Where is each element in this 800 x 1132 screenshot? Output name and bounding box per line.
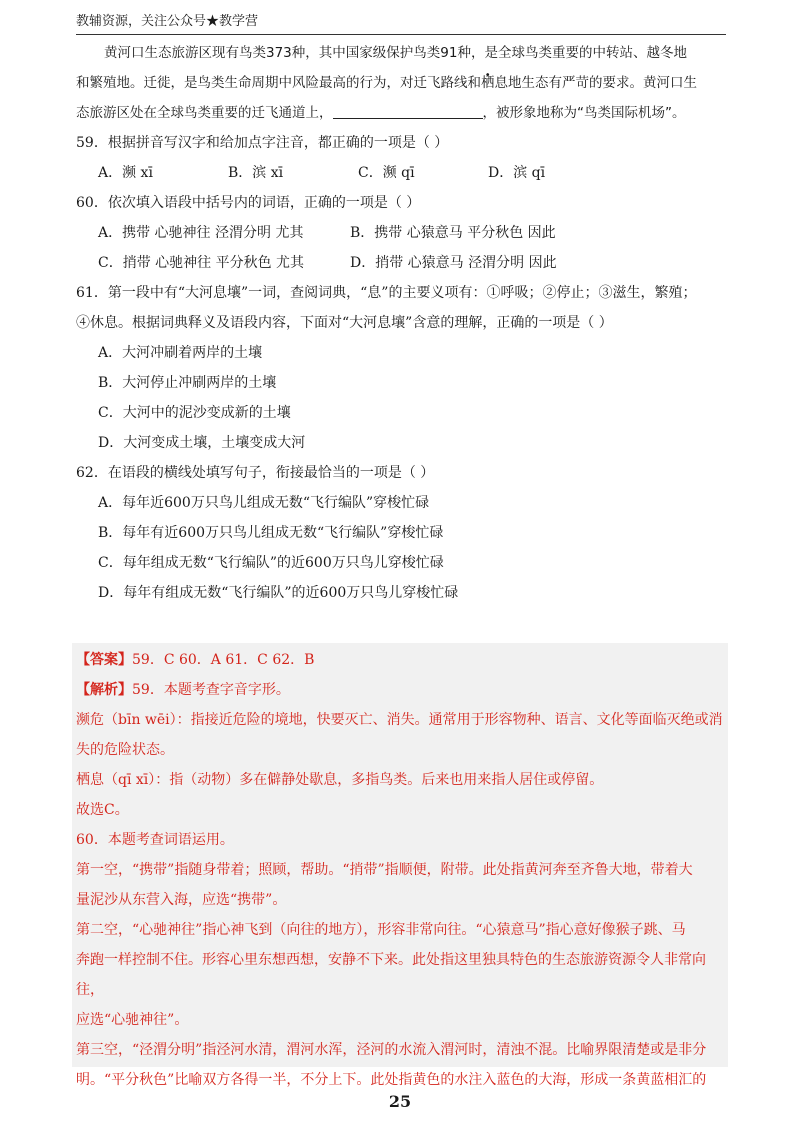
analysis-text: 59．本题考查字音字形。 [132,682,290,698]
analysis-line-8: 第二空，“心驰神往”指心神飞到（向往的地方），形容非常向往。“心猿意马”指心意好像猴子跳、马 [76,922,686,938]
q62-stem: 62．在语段的横线处填写句子，衔接最恰当的一项是（ ） [76,465,435,481]
analysis-line-4: 故选C。 [76,802,129,818]
q61-option-b: B．大河停止冲刷两岸的土壤 [98,375,277,391]
passage-line-2 [76,68,730,98]
passage-text: 息地生态有严苛的要求。黄河口生 [494,75,697,91]
analysis-line-12: 明。“平分秋色”比喻双方各得一半，不分上下。此处指黄色的水注入蓝色的大海，形成一条黄蓝相汇的 [76,1072,707,1088]
q59-options [76,158,730,188]
q59-option-b: B．滨 xī [228,165,284,181]
page-header: 教辅资源，关注公众号★教学营 [76,10,726,35]
q60-option-b: B．携带 心猿意马 平分秋色 因此 [350,225,556,241]
analysis-line-1: 濒危（bīn wēi）：指接近危险的境地，快要灭亡、消失。通常用于形容物种、语言、文化等面临灭绝或消 [76,712,723,728]
analysis-line-0 [76,675,724,705]
answer-line [76,645,724,675]
q62-option-d: D．每年有组成无数“飞行编队”的近600万只鸟儿穿梭忙碌 [98,585,459,601]
q61-stem-line-2: ④休息。根据词典释义及语段内容，下面对“大河息壤”含意的理解，正确的一项是（ ） [76,315,613,331]
q61-option-c: C．大河中的泥沙变成新的土壤 [98,405,291,421]
page-number: 25 [388,1092,412,1111]
q60-option-a: A．携带 心驰神往 泾渭分明 尤其 [98,225,304,241]
answer-tag: 【答案】 [76,652,132,668]
analysis-line-9: 奔跑一样控制不住。形容心里东想西想，安静不下来。此处指这里独具特色的生态旅游资源令人非常向往， [76,952,706,998]
q59-stem: 59．根据拼音写汉字和给加点字注音，都正确的一项是（ ） [76,135,449,151]
passage-text: ，被形象地称为“鸟类国际机场”。 [482,105,686,121]
q61-stem-line-1: 61．第一段中有“大河息壤”一词，查阅词典，“息”的主要义项有：①呼吸；②停止；③滋生，繁殖； [76,285,697,301]
analysis-line-2: 失的危险状态。 [76,742,174,758]
analysis-tag: 【解析】 [76,682,132,698]
analysis-line-3: 栖息（qī xī）：指（动物）多在僻静处歇息，多指鸟类。后来也用来指人居住或停留。 [76,772,604,788]
q60-option-c: C．捎带 心驰神往 平分秋色 尤其 [98,255,305,271]
analysis-line-7: 量泥沙从东营入海，应选“携带”。 [76,892,287,908]
q60-stem: 60．依次填入语段中括号内的词语，正确的一项是（ ） [76,195,421,211]
analysis-line-10: 应选“心驰神往”。 [76,1012,189,1028]
q60-options-row-2 [76,248,730,278]
analysis-line-6: 第一空，“携带”指随身带着；照顾，帮助。“捎带”指顺便，附带。此处指黄河奔至齐鲁大地，带着大 [76,862,693,878]
q59-option-d: D．滨 qī [488,165,546,181]
passage-line-1: 黄河口生态旅游区现有鸟类373种，其中国家级保护鸟类91种，是全球鸟类重要的中转站、越冬地 [104,45,687,61]
q62-option-b: B．每年有近600万只鸟儿组成无数“飞行编队”穿梭忙碌 [98,525,444,541]
question-content [76,38,730,608]
dotted-character: 栖 [481,75,495,91]
fill-blank [333,102,483,119]
q62-option-c: C．每年组成无数“飞行编队”的近600万只鸟儿穿梭忙碌 [98,555,444,571]
q61-option-a: A．大河冲刷着两岸的土壤 [98,345,263,361]
q60-option-d: D．捎带 心猿意马 泾渭分明 因此 [350,255,557,271]
analysis-line-11: 第三空，“泾渭分明”指泾河水清，渭河水浑，泾河的水流入渭河时，清浊不混。比喻界限清楚或是非分 [76,1042,707,1058]
analysis-line-5: 60．本题考查词语运用。 [76,832,234,848]
q59-option-c: C．濒 qī [358,165,415,181]
passage-text: 态旅游区处在全球鸟类重要的迁飞通道上， [76,105,333,121]
answer-analysis-box [72,643,728,1088]
passage-text: 和繁殖地。迁徙，是鸟类生命周期中风险最高的行为，对迁飞路线和 [76,75,481,91]
q59-option-a: A．濒 xī [98,165,153,181]
q61-option-d: D．大河变成土壤，土壤变成大河 [98,435,306,451]
q62-option-a: A．每年近600万只鸟儿组成无数“飞行编队”穿梭忙碌 [98,495,430,511]
q60-options-row-1 [76,218,730,248]
answer-text: 59．C 60．A 61．C 62．B [132,652,315,668]
passage-line-3 [76,98,730,128]
